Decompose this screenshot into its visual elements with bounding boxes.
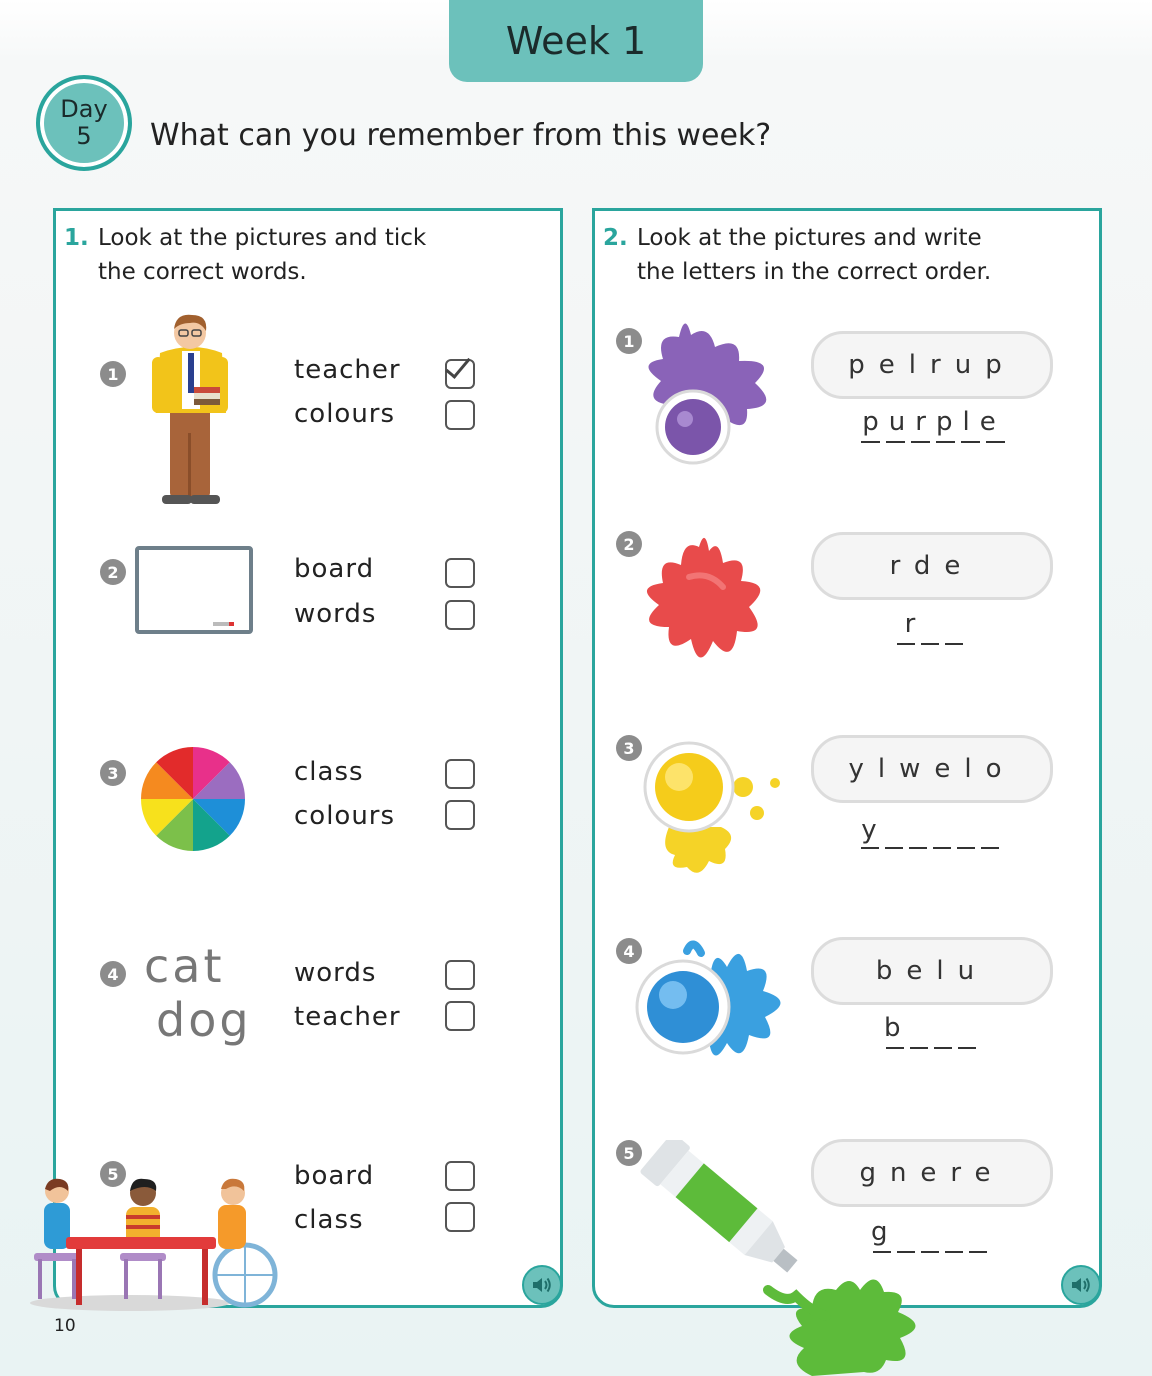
day-number: 5 [76, 122, 92, 150]
tick-checkbox[interactable] [445, 800, 475, 830]
answer-text[interactable]: purple [862, 407, 1006, 437]
answer-blank [886, 441, 905, 443]
item-badge: 4 [616, 938, 642, 964]
answer-blank [957, 847, 975, 849]
audio-button[interactable] [1061, 1265, 1101, 1305]
item-badge: 4 [100, 961, 126, 987]
yellow-paint-picture [639, 731, 789, 881]
answer-blank [909, 847, 927, 849]
instruction-line-2: the correct words. [98, 259, 307, 285]
answer-blank [911, 441, 930, 443]
scrambled-letters: ylwelo [811, 735, 1053, 803]
exercise-1-instruction [64, 221, 427, 289]
whiteboard-picture [135, 546, 253, 634]
item-badge: 1 [100, 361, 126, 387]
tick-checkbox[interactable] [445, 1161, 475, 1191]
option-word: colours [294, 801, 396, 831]
answer-blank [945, 643, 963, 645]
scrambled-letters: rde [811, 532, 1053, 600]
option-word: board [294, 1161, 375, 1191]
option-word: colours [294, 399, 396, 429]
option-word: class [294, 757, 364, 787]
answer-blank [885, 847, 903, 849]
tick-checkbox[interactable] [445, 960, 475, 990]
scrambled-letters: pelrup [811, 331, 1053, 399]
week-label: Week 1 [505, 19, 647, 63]
option-word: teacher [294, 1002, 401, 1032]
item-badge: 3 [100, 760, 126, 786]
answer-blank [933, 847, 951, 849]
tick-checkbox[interactable] [445, 600, 475, 630]
teacher-picture [148, 313, 238, 509]
answer-text[interactable]: b [884, 1013, 911, 1043]
speaker-icon [1070, 1275, 1092, 1295]
option-word: teacher [294, 355, 401, 385]
class-picture [30, 1175, 280, 1315]
option-word: class [294, 1205, 364, 1235]
instruction-line-1: Look at the pictures and write [637, 225, 982, 251]
scrambled-letters: gnere [811, 1139, 1053, 1207]
purple-paint-picture [629, 307, 785, 467]
item-badge: 2 [100, 559, 126, 585]
day-label: Day [60, 95, 108, 123]
tick-checkbox[interactable] [445, 558, 475, 588]
answer-blank [886, 1047, 904, 1049]
picture-word-cat: cat [144, 939, 225, 993]
answer-text[interactable]: r [904, 609, 926, 639]
exercise-1-number: 1. [64, 225, 89, 251]
option-word: board [294, 554, 375, 584]
instruction-line-2: the letters in the correct order. [637, 259, 992, 285]
tick-checkbox[interactable] [445, 400, 475, 430]
answer-blank [936, 441, 955, 443]
picture-word-dog: dog [156, 993, 252, 1047]
tick-checkbox[interactable] [445, 759, 475, 789]
answer-blank [986, 441, 1005, 443]
tick-checkbox[interactable] [445, 1202, 475, 1232]
audio-button[interactable] [522, 1265, 562, 1305]
tick-checkbox[interactable] [445, 1001, 475, 1031]
speaker-icon [531, 1275, 553, 1295]
option-word: words [294, 958, 377, 988]
answer-blank [897, 643, 915, 645]
answer-blank [958, 1047, 976, 1049]
week-tab [449, 0, 703, 82]
answer-blank [861, 441, 880, 443]
answer-blank [981, 847, 999, 849]
item-badge: 5 [616, 1140, 642, 1166]
item-badge: 2 [616, 531, 642, 557]
page-number: 10 [54, 1316, 76, 1336]
day-badge [36, 75, 132, 171]
tick-checkbox-checked[interactable] [445, 359, 475, 389]
blue-paint-picture [631, 931, 797, 1081]
option-word: words [294, 599, 377, 629]
instruction-line-1: Look at the pictures and tick [98, 225, 427, 251]
exercise-1-panel [53, 208, 563, 1308]
answer-blank [910, 1047, 928, 1049]
answer-text[interactable]: y [861, 815, 887, 845]
answer-blank [934, 1047, 952, 1049]
answer-blank [861, 847, 879, 849]
scrambled-letters: belu [811, 937, 1053, 1005]
item-badge: 5 [100, 1161, 126, 1187]
colour-wheel-picture [139, 745, 247, 853]
answer-text[interactable]: g [871, 1217, 898, 1247]
answer-blank [921, 643, 939, 645]
exercise-2-instruction [603, 221, 992, 289]
answer-blank [961, 441, 980, 443]
exercise-2-number: 2. [603, 225, 628, 251]
item-badge: 3 [616, 735, 642, 761]
red-paint-picture [629, 527, 779, 677]
green-paint-tube-picture [636, 1140, 972, 1376]
item-badge: 1 [616, 328, 642, 354]
page-title: What can you remember from this week? [150, 118, 772, 153]
